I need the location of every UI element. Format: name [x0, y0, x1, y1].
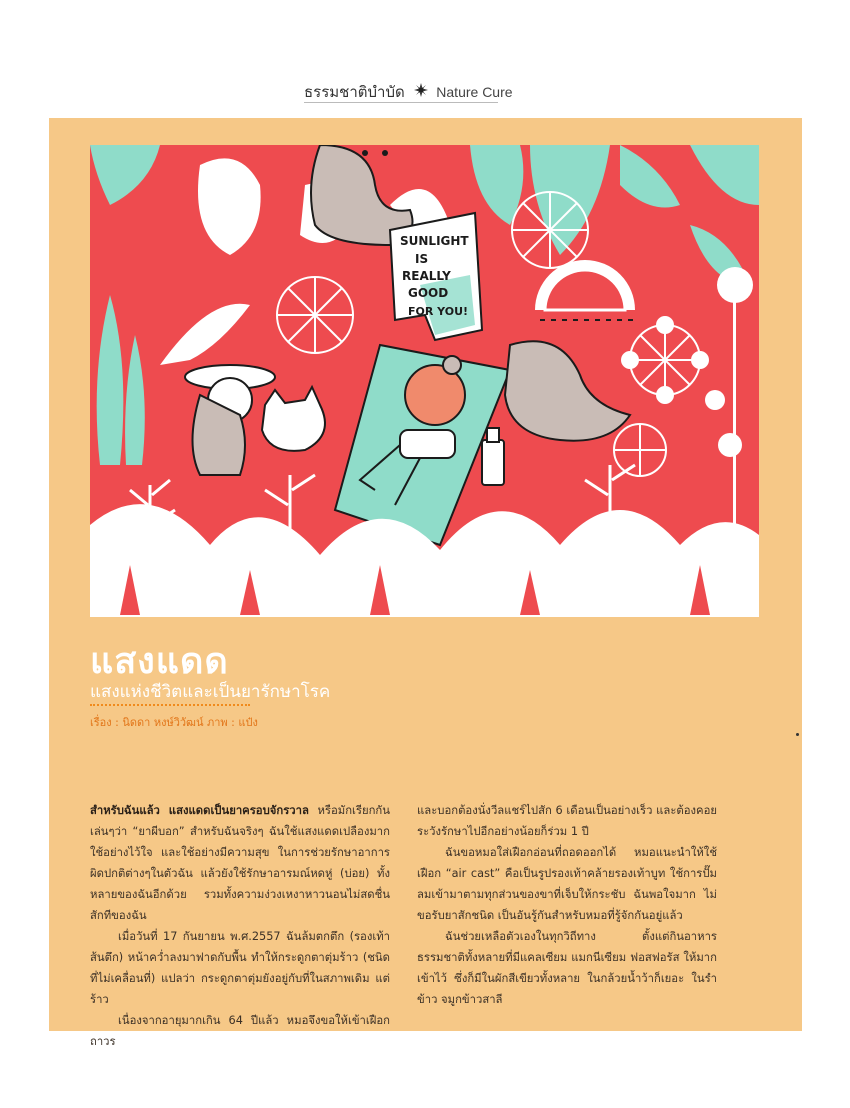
- sunscreen-bottle: [482, 428, 504, 485]
- page-header: [0, 0, 850, 118]
- paragraph-2: เมื่อวันที่ 17 กันยายน พ.ศ.2557 ฉันล้มตกตึก (รองเท้าส้นตึก) หน้าคว่ำลงมาฟาดกับพื้น ทำให้กระดูกตาตุ่มร้าว (ชนิดที่ไม่เคลื่อนที่) แปลว่า กระดูกตาตุ่มยังอยู่กับที่ในสภาพเดิม แต่ร้าว: [90, 930, 390, 1006]
- header-rule: [304, 102, 498, 103]
- article-column-left: [90, 800, 390, 1052]
- sign-line-5: FOR YOU!: [408, 305, 469, 318]
- dotted-divider: [90, 704, 250, 706]
- article-credits: เรื่อง : นิดดา หงษ์วิวัฒน์ ภาพ : แป๋ง: [90, 716, 258, 729]
- article-subtitle: แสงแห่งชีวิตและเป็นยารักษาโรค: [90, 682, 331, 702]
- section-heading: [304, 80, 513, 104]
- paragraph-1: [90, 800, 390, 926]
- ferris-wheel-icon: [622, 317, 708, 403]
- page-dot: [796, 733, 799, 736]
- sun-flower-icon: [414, 83, 428, 101]
- gray-creature: [505, 341, 630, 440]
- sunlight-sign: [390, 213, 482, 340]
- section-title-thai: ธรรมชาติบำบัด: [304, 83, 405, 101]
- sign-line-4: GOOD: [408, 286, 449, 300]
- sign-line-3: REALLY: [402, 269, 451, 283]
- paragraph-4: และบอกต้องนั่งวีลแชร์ไปสัก 6 เดือนเป็นอย่างเร็ว และต้องคอยระวังรักษาไปอีกอย่างน้อยก็ร่วม 1 ปี: [417, 804, 717, 838]
- paragraph-6: ฉันช่วยเหลือตัวเองในทุกวิถีทาง ตั้งแต่กินอาหารธรรมชาติทั้งหลายที่มีแคลเซียม แมกนีเซียม ฟอสฟอรัส ให้มากเข้าไว้ ซึ่งก็มีในผักสีเขียวทั้งหลาย ในกล้วยน้ำว้าก็เยอะ ในรำข้าว จมูกข้าวสาลี: [417, 930, 717, 1006]
- paragraph-3: เนื่องจากอายุมากเกิน 64 ปีแล้ว หมอจึงขอให้เข้าเฝือกถาวร: [90, 1014, 390, 1048]
- illustration: [90, 145, 759, 617]
- sign-line-1: SUNLIGHT: [400, 234, 469, 248]
- paragraph-1-body: หรือมักเรียกกันเล่นๆว่า “ยาผีบอก” สำหรับฉันจริงๆ ฉันใช้แสงแดดเปลืองมาก ใช้อย่างไว้ใจ และใช้อย่างมีความสุข ในการช่วยรักษาอาการผิดปกติต่างๆในตัวฉัน แล้วยังใช้รักษาอารมณ์หดหู่ (บ่อย) ทั้งหลายของฉันอีกด้วย รวมทั้งความง่วงเหงาหาวนอนไม่สดชื่นสักทีของฉัน: [90, 804, 390, 922]
- sign-line-2: IS: [415, 252, 429, 266]
- lady-with-hat: [185, 365, 275, 475]
- article-column-right: [417, 800, 717, 1010]
- illustration-svg: [90, 145, 759, 617]
- article-title: แสงแดด: [90, 641, 229, 682]
- paragraph-5: ฉันขอหมอใส่เฝือกอ่อนที่ถอดออกได้ หมอแนะนำให้ใช้เฝือก “air cast” คือเป็นรูปรองเท้าคล้ายรองเท้าบูท ใช้การปั๊มลมเข้ามาตามทุกส่วนของขาที่เจ็บให้กระชับ ฉันพอใจมาก ไม่ขอรับยาสักชนิด เป็นอันรู้กันสำหรับหมอที่รู้จักกันอยู่แล้ว: [417, 846, 717, 922]
- section-title-english: Nature Cure: [436, 84, 513, 100]
- lead-text: สำหรับฉันแล้ว แสงแดดเป็นยาครอบจักรวาล: [90, 804, 309, 817]
- cat-character: [262, 387, 325, 451]
